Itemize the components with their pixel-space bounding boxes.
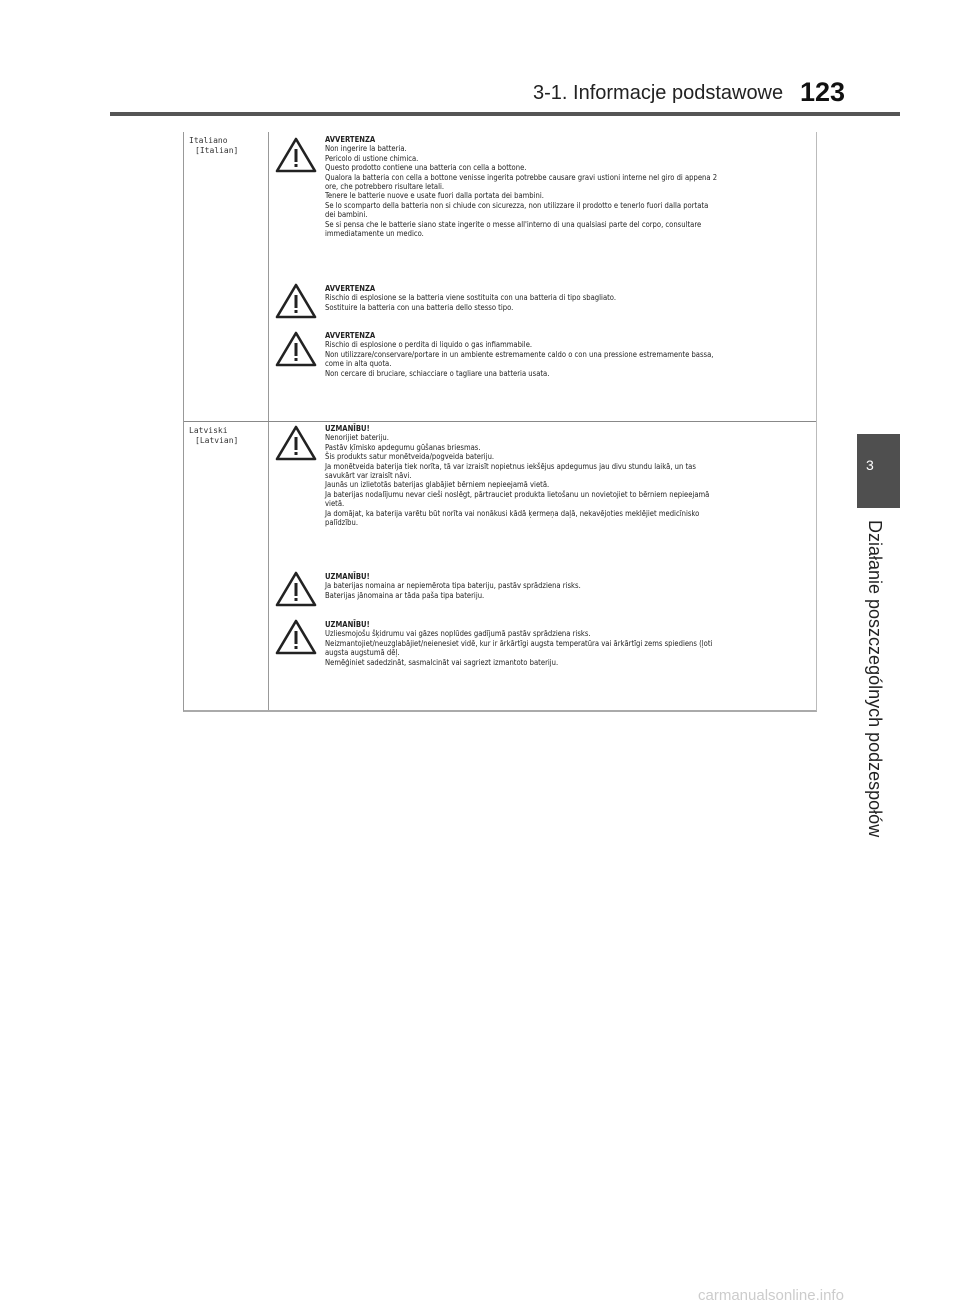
warning-line: Neizmantojiet/neuzglabājiet/neienesiet vidē, kur ir ārkārtīgi augsta temperatūra vai ārkārtīgi zems spiediens (ļoti — [325, 638, 713, 648]
warning-table — [183, 132, 817, 712]
language-name: Latviski — [189, 426, 228, 435]
warning-line: Ja baterijas nomaina ar nepiemērota tipa bateriju, pastāv sprādziena risks. — [325, 581, 581, 591]
warning-triangle-icon — [274, 570, 318, 608]
warning-line: Se si pensa che le batterie siano state ingerite o messe all'interno di una qualsiasi parte del corpo, consultare — [325, 219, 702, 229]
warning-line: Sostituire la batteria con una batteria dello stesso tipo. — [325, 302, 514, 312]
warning-line: Nemēģiniet sadedzināt, sasmalcināt vai sagriezt izmantoto bateriju. — [325, 657, 559, 667]
warning-heading: AVVERTENZA — [325, 331, 376, 340]
header-rule — [110, 112, 900, 116]
warning-triangle-icon — [274, 618, 318, 656]
warning-line: Non ingerire la batteria. — [325, 144, 407, 154]
warning-line: ore, che potrebbero risultare letali. — [325, 182, 445, 192]
warning-line: dei bambini. — [325, 210, 368, 220]
row-separator — [184, 421, 816, 422]
language-name-en: [Latvian] — [195, 436, 239, 445]
warning-heading: UZMANĪBU! — [325, 572, 370, 581]
warning-line: Ja domājat, ka baterija varētu būt norīta vai nonākusi kādā ķermeņa daļā, nekavējoties meklējiet medicīnisko — [325, 508, 700, 518]
warning-line: Pastāv ķīmisko apdegumu gūšanas briesmas. — [325, 442, 481, 452]
warning-heading: UZMANĪBU! — [325, 620, 370, 629]
warning-line: Ja baterijas nodalījumu nevar cieši noslēgt, pārtrauciet produkta lietošanu un novietojiet to bērniem nepieejamā — [325, 489, 710, 499]
language-label-latvian — [189, 426, 238, 446]
warning-line: Tenere le batterie nuove e usate fuori dalla portata dei bambini. — [325, 191, 544, 201]
warning-block — [325, 424, 815, 527]
warning-line: Nenorijiet bateriju. — [325, 433, 389, 443]
warning-line: Qualora la batteria con cella a bottone venisse ingerita potrebbe causare gravi ustioni interne nel giro di appena 2 — [325, 172, 718, 182]
warning-line: Šis produkts satur monētveida/pogveida bateriju. — [325, 452, 495, 462]
warning-line: palīdzību. — [325, 518, 358, 528]
warning-heading: AVVERTENZA — [325, 135, 376, 144]
language-name: Italiano — [189, 136, 228, 145]
page-number: 123 — [800, 77, 846, 107]
warning-line: augsta augstumā dēļ. — [325, 648, 400, 658]
chapter-title-vertical: Działanie poszczególnych podzespołów — [865, 520, 885, 838]
warning-line: Baterijas jānomaina ar tāda paša tipa bateriju. — [325, 590, 485, 600]
warning-line: Jaunās un izlietotās baterijas glabājiet bērniem nepieejamā vietā. — [325, 480, 550, 490]
warning-line: Non utilizzare/conservare/portare in un ambiente estremamente caldo o con una pressione estremamente bassa, — [325, 349, 714, 359]
warning-triangle-icon — [274, 282, 318, 320]
chapter-number: 3 — [866, 457, 874, 473]
warning-block — [325, 620, 815, 667]
warning-line: Uzliesmojošu šķidrumu vai gāzes noplūdes gadījumā pastāv sprādziena risks. — [325, 629, 591, 639]
warning-triangle-icon — [274, 330, 318, 368]
warning-line: Se lo scomparto della batteria non si chiude con sicurezza, non utilizzare il prodotto e tenerlo fuori dalla portata — [325, 200, 709, 210]
warning-line: Non cercare di bruciare, schiacciare o tagliare una batteria usata. — [325, 368, 550, 378]
language-name-en: [Italian] — [195, 146, 239, 155]
warning-heading: AVVERTENZA — [325, 284, 376, 293]
footer-watermark-url: carmanualsonline.info — [698, 1287, 844, 1304]
language-label-italian — [189, 136, 238, 156]
warning-line: Ja monētveida baterija tiek norīta, tā var izraisīt nopietnus iekšējus apdegumus jau divu stundu laikā, un tas — [325, 461, 696, 471]
warning-block — [325, 284, 815, 312]
warning-block — [325, 331, 815, 378]
warning-block — [325, 572, 815, 600]
warning-line: vietā. — [325, 499, 345, 509]
warning-line: Rischio di esplosione se la batteria viene sostituita con una batteria di tipo sbagliato. — [325, 293, 617, 303]
warning-triangle-icon — [274, 136, 318, 174]
warning-line: Rischio di esplosione o perdita di liquido o gas infiammabile. — [325, 340, 533, 350]
warning-line: immediatamente un medico. — [325, 229, 424, 239]
warning-line: Pericolo di ustione chimica. — [325, 153, 419, 163]
warning-triangle-icon — [274, 424, 318, 462]
warning-line: savukārt var izraisīt nāvi. — [325, 471, 412, 481]
page-header-title: 3-1. Informacje podstawowe — [533, 82, 784, 104]
warning-heading: UZMANĪBU! — [325, 424, 370, 433]
warning-block — [325, 135, 815, 238]
chapter-tab — [857, 434, 900, 508]
warning-line: Questo prodotto contiene una batteria con cella a bottone. — [325, 163, 527, 173]
warning-line: come in alta quota. — [325, 359, 392, 369]
